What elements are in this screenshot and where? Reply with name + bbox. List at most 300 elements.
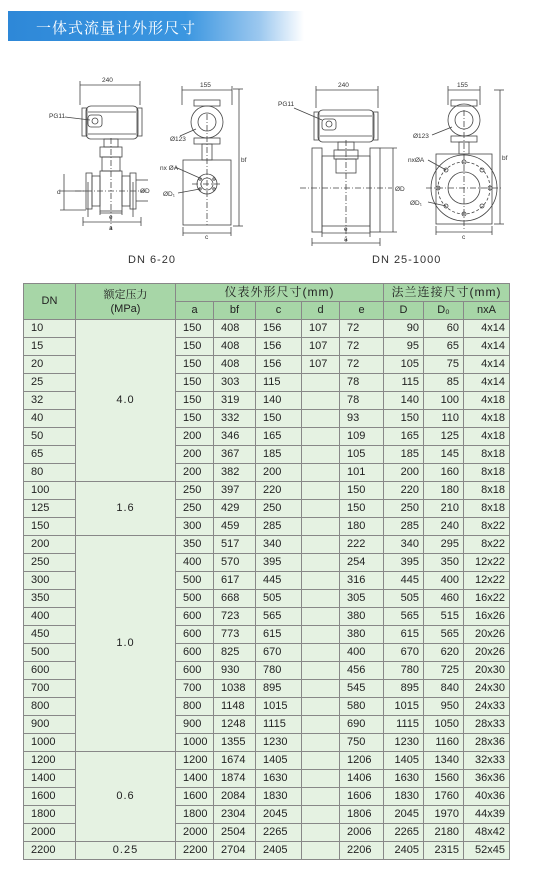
cell-value: 8x22 [464, 518, 510, 536]
cell-pressure: 4.0 [76, 320, 176, 482]
cell-value: 160 [424, 464, 464, 482]
cell-value: 305 [340, 590, 384, 608]
cell-value [302, 716, 340, 734]
cell-value: 316 [340, 572, 384, 590]
cell-value [302, 842, 340, 860]
cell-value: 500 [176, 590, 214, 608]
cell-value: 101 [340, 464, 384, 482]
cell-value: 565 [384, 608, 424, 626]
cell-value: 1160 [424, 734, 464, 752]
cell-value: 156 [256, 320, 302, 338]
cell-value: 4x14 [464, 374, 510, 392]
d2-d123: Ø123 [413, 133, 429, 140]
cell-dn: 500 [24, 644, 76, 662]
cell-dn: 200 [24, 536, 76, 554]
cell-value: 397 [214, 482, 256, 500]
cell-dn: 450 [24, 626, 76, 644]
cell-dn: 25 [24, 374, 76, 392]
cell-value: 2405 [384, 842, 424, 860]
cell-value: 2084 [214, 788, 256, 806]
cell-value: 2200 [176, 842, 214, 860]
cell-value: 1230 [384, 734, 424, 752]
cell-value: 565 [256, 608, 302, 626]
cell-value: 250 [176, 482, 214, 500]
cell-value: 367 [214, 446, 256, 464]
cell-pressure: 0.6 [76, 752, 176, 842]
d2-al: a [344, 236, 348, 243]
cell-value: 12x22 [464, 572, 510, 590]
d2-width-155: 155 [457, 82, 468, 89]
cell-value [302, 626, 340, 644]
cell-value: 456 [340, 662, 384, 680]
cell-value: 72 [340, 338, 384, 356]
cell-value [302, 518, 340, 536]
header-pressure-label: 额定压力 [103, 288, 148, 301]
cell-value: 150 [176, 356, 214, 374]
cell-value: 346 [214, 428, 256, 446]
cell-value: 1800 [176, 806, 214, 824]
cell-value: 285 [384, 518, 424, 536]
cell-value: 4x18 [464, 428, 510, 446]
cell-value: 445 [384, 572, 424, 590]
cell-value: 2206 [340, 842, 384, 860]
cell-value: 800 [176, 698, 214, 716]
cell-value: 1405 [384, 752, 424, 770]
cell-value: 150 [176, 410, 214, 428]
cell-value: 380 [340, 608, 384, 626]
d1-al: a [109, 225, 113, 232]
cell-value: 285 [256, 518, 302, 536]
cell-value: 185 [256, 446, 302, 464]
cell-value [302, 590, 340, 608]
cell-value: 895 [384, 680, 424, 698]
cell-value: 1206 [340, 752, 384, 770]
cell-value [302, 536, 340, 554]
cell-value [302, 410, 340, 428]
cell-value: 2045 [384, 806, 424, 824]
cell-value: 20x30 [464, 662, 510, 680]
d1-bf: bf [241, 157, 247, 164]
cell-dn: 80 [24, 464, 76, 482]
cell-value: 150 [176, 392, 214, 410]
cell-value: 319 [214, 392, 256, 410]
d2-el: e [344, 226, 348, 233]
cell-value: 4x14 [464, 320, 510, 338]
cell-value: 165 [384, 428, 424, 446]
cell-value: 1355 [214, 734, 256, 752]
cell-dn: 1800 [24, 806, 76, 824]
header-pressure [76, 284, 176, 320]
cell-value: 16x26 [464, 608, 510, 626]
cell-dn: 250 [24, 554, 76, 572]
cell-value [302, 482, 340, 500]
subheader-1: bf [214, 302, 256, 320]
subheader-3: d [302, 302, 340, 320]
cell-value [302, 428, 340, 446]
cell-value: 459 [214, 518, 256, 536]
cell-value: 2704 [214, 842, 256, 860]
cell-value: 1560 [424, 770, 464, 788]
cell-dn: 150 [24, 518, 76, 536]
cell-value: 615 [256, 626, 302, 644]
cell-value: 600 [176, 608, 214, 626]
cell-value: 295 [424, 536, 464, 554]
cell-value: 1830 [384, 788, 424, 806]
cell-value: 107 [302, 320, 340, 338]
d2-d1: ØD₁ [410, 200, 422, 207]
cell-value: 1806 [340, 806, 384, 824]
cell-value: 36x36 [464, 770, 510, 788]
table-row [24, 536, 510, 554]
cell-value: 1015 [256, 698, 302, 716]
cell-value: 78 [340, 392, 384, 410]
cell-value: 109 [340, 428, 384, 446]
cell-value: 825 [214, 644, 256, 662]
cell-value: 1340 [424, 752, 464, 770]
cell-value: 1630 [384, 770, 424, 788]
cell-value: 150 [256, 410, 302, 428]
cell-value: 240 [424, 518, 464, 536]
cell-value [302, 464, 340, 482]
drawing2-front-view [294, 86, 397, 246]
cell-value [302, 608, 340, 626]
cell-value: 620 [424, 644, 464, 662]
cell-value: 600 [176, 644, 214, 662]
cell-dn: 350 [24, 590, 76, 608]
cell-value: 180 [424, 482, 464, 500]
cell-value: 1230 [256, 734, 302, 752]
drawing1-side-view [175, 86, 243, 236]
cell-value: 125 [424, 428, 464, 446]
d2-nxa: nxØA [408, 157, 425, 164]
cell-value: 332 [214, 410, 256, 428]
cell-value: 395 [384, 554, 424, 572]
cell-value: 303 [214, 374, 256, 392]
cell-value: 185 [384, 446, 424, 464]
cell-value: 150 [340, 482, 384, 500]
d2-bf: bf [502, 155, 508, 162]
cell-value: 24x30 [464, 680, 510, 698]
cell-value: 1200 [176, 752, 214, 770]
cell-value: 250 [256, 500, 302, 518]
cell-pressure: 0.25 [76, 842, 176, 860]
cell-value: 150 [384, 410, 424, 428]
cell-value: 220 [256, 482, 302, 500]
cell-value [302, 554, 340, 572]
cell-dn: 400 [24, 608, 76, 626]
cell-value: 2405 [256, 842, 302, 860]
cell-value: 20x26 [464, 644, 510, 662]
subheader-5: D [384, 302, 424, 320]
cell-value: 200 [176, 428, 214, 446]
cell-pressure: 1.0 [76, 536, 176, 752]
subheader-2: c [256, 302, 302, 320]
cell-value: 140 [384, 392, 424, 410]
drawing2-caption: DN 25-1000 [372, 254, 442, 266]
subheader-0: a [176, 302, 214, 320]
cell-value: 2000 [176, 824, 214, 842]
cell-value: 340 [384, 536, 424, 554]
cell-value: 1674 [214, 752, 256, 770]
cell-value: 250 [384, 500, 424, 518]
cell-value: 400 [176, 554, 214, 572]
cell-value: 545 [340, 680, 384, 698]
cell-value: 670 [256, 644, 302, 662]
cell-value: 895 [256, 680, 302, 698]
table-row [24, 320, 510, 338]
cell-value [302, 824, 340, 842]
cell-value: 107 [302, 338, 340, 356]
cell-value: 350 [176, 536, 214, 554]
cell-value [302, 770, 340, 788]
cell-value: 4x18 [464, 410, 510, 428]
cell-value: 200 [384, 464, 424, 482]
cell-value: 16x22 [464, 590, 510, 608]
cell-value: 210 [424, 500, 464, 518]
cell-value: 1600 [176, 788, 214, 806]
cell-value: 400 [340, 644, 384, 662]
cell-value: 105 [340, 446, 384, 464]
cell-value: 1248 [214, 716, 256, 734]
cell-value: 107 [302, 356, 340, 374]
d1-nxa: nx ØA [160, 165, 179, 172]
cell-value: 570 [214, 554, 256, 572]
cell-value: 505 [384, 590, 424, 608]
cell-value: 505 [256, 590, 302, 608]
cell-value: 150 [176, 338, 214, 356]
table-header-row [24, 284, 510, 302]
cell-value: 100 [424, 392, 464, 410]
cell-value: 1050 [424, 716, 464, 734]
cell-value [302, 752, 340, 770]
cell-dn: 2000 [24, 824, 76, 842]
cell-value: 52x45 [464, 842, 510, 860]
cell-value: 220 [384, 482, 424, 500]
cell-value [302, 788, 340, 806]
subheader-6: D₀ [424, 302, 464, 320]
cell-dn: 20 [24, 356, 76, 374]
cell-value: 445 [256, 572, 302, 590]
cell-value: 617 [214, 572, 256, 590]
cell-value: 40x36 [464, 788, 510, 806]
cell-value: 8x18 [464, 482, 510, 500]
d2-cl: c [462, 234, 466, 241]
cell-dn: 1200 [24, 752, 76, 770]
cell-value: 340 [256, 536, 302, 554]
cell-value: 1970 [424, 806, 464, 824]
cell-value: 60 [424, 320, 464, 338]
cell-value: 668 [214, 590, 256, 608]
cell-value: 115 [256, 374, 302, 392]
cell-value: 156 [256, 356, 302, 374]
d1-el: e [109, 214, 113, 221]
cell-dn: 32 [24, 392, 76, 410]
cell-value: 250 [176, 500, 214, 518]
header-flange-dims: 法兰连接尺寸(mm) [384, 284, 510, 302]
cell-value: 670 [384, 644, 424, 662]
cell-value: 2504 [214, 824, 256, 842]
cell-value: 900 [176, 716, 214, 734]
cell-value: 515 [424, 608, 464, 626]
cell-value: 780 [384, 662, 424, 680]
cell-value: 254 [340, 554, 384, 572]
cell-dn: 700 [24, 680, 76, 698]
cell-value: 105 [384, 356, 424, 374]
cell-value: 165 [256, 428, 302, 446]
cell-value: 1760 [424, 788, 464, 806]
cell-value: 1874 [214, 770, 256, 788]
cell-value: 429 [214, 500, 256, 518]
cell-value: 600 [176, 626, 214, 644]
cell-dn: 40 [24, 410, 76, 428]
cell-value: 460 [424, 590, 464, 608]
table-row [24, 842, 510, 860]
cell-dn: 125 [24, 500, 76, 518]
cell-value: 8x18 [464, 446, 510, 464]
d1-width-240: 240 [102, 77, 113, 84]
cell-value: 780 [256, 662, 302, 680]
cell-value: 156 [256, 338, 302, 356]
cell-value: 580 [340, 698, 384, 716]
cell-value: 24x33 [464, 698, 510, 716]
dimension-drawings [0, 70, 533, 275]
cell-value: 78 [340, 374, 384, 392]
d1-d123: Ø123 [170, 136, 186, 143]
section-title: 一体式流量计外形尺寸 [36, 19, 197, 37]
d2-width-240: 240 [338, 82, 349, 89]
header-pressure-unit: (MPa) [110, 302, 141, 315]
cell-value: 90 [384, 320, 424, 338]
cell-value: 28x33 [464, 716, 510, 734]
cell-value: 350 [424, 554, 464, 572]
cell-dn: 50 [24, 428, 76, 446]
cell-pressure: 1.6 [76, 482, 176, 536]
cell-value: 723 [214, 608, 256, 626]
cell-value: 380 [340, 626, 384, 644]
header-dn: DN [24, 284, 76, 320]
cell-value: 400 [424, 572, 464, 590]
cell-value [302, 374, 340, 392]
cell-value: 1606 [340, 788, 384, 806]
cell-dn: 10 [24, 320, 76, 338]
cell-value: 2006 [340, 824, 384, 842]
table-row [24, 752, 510, 770]
d1-d1: ØD₁ [163, 191, 175, 198]
cell-value: 8x18 [464, 500, 510, 518]
cell-value: 1038 [214, 680, 256, 698]
cell-value: 8x18 [464, 464, 510, 482]
cell-value: 1015 [384, 698, 424, 716]
table-row [24, 482, 510, 500]
cell-value: 408 [214, 356, 256, 374]
cell-value: 1115 [256, 716, 302, 734]
cell-value: 85 [424, 374, 464, 392]
d1-d: ØD [140, 188, 150, 195]
cell-value: 4x14 [464, 338, 510, 356]
cell-value: 222 [340, 536, 384, 554]
cell-value [302, 662, 340, 680]
cell-value [302, 446, 340, 464]
cell-value: 2304 [214, 806, 256, 824]
section-header [8, 11, 304, 41]
cell-value: 690 [340, 716, 384, 734]
cell-value: 115 [384, 374, 424, 392]
d1-pg11: PG11 [49, 113, 66, 120]
cell-value: 65 [424, 338, 464, 356]
cell-value [302, 734, 340, 752]
cell-value: 1830 [256, 788, 302, 806]
cell-value: 95 [384, 338, 424, 356]
cell-value: 500 [176, 572, 214, 590]
cell-value: 2315 [424, 842, 464, 860]
cell-value: 75 [424, 356, 464, 374]
drawing2-side-view [426, 86, 504, 235]
cell-value: 8x22 [464, 536, 510, 554]
cell-value: 408 [214, 320, 256, 338]
cell-value: 725 [424, 662, 464, 680]
cell-value: 140 [256, 392, 302, 410]
cell-value: 395 [256, 554, 302, 572]
cell-value: 12x22 [464, 554, 510, 572]
cell-dn: 1400 [24, 770, 76, 788]
cell-value: 408 [214, 338, 256, 356]
cell-value: 20x26 [464, 626, 510, 644]
cell-value: 1115 [384, 716, 424, 734]
cell-value: 700 [176, 680, 214, 698]
cell-dn: 2200 [24, 842, 76, 860]
d1-width-155: 155 [200, 82, 211, 89]
cell-value: 600 [176, 662, 214, 680]
cell-value: 145 [424, 446, 464, 464]
d1-cl: c [205, 234, 209, 241]
cell-value: 28x36 [464, 734, 510, 752]
cell-value: 72 [340, 320, 384, 338]
drawing1-caption: DN 6-20 [128, 254, 176, 266]
cell-value: 44x39 [464, 806, 510, 824]
cell-value: 48x42 [464, 824, 510, 842]
d2-d: ØD [395, 186, 405, 193]
cell-dn: 1600 [24, 788, 76, 806]
cell-value: 32x33 [464, 752, 510, 770]
subheader-4: e [340, 302, 384, 320]
cell-value [302, 680, 340, 698]
d1-dl: d [57, 189, 61, 196]
cell-value: 93 [340, 410, 384, 428]
cell-value: 1406 [340, 770, 384, 788]
cell-value: 1400 [176, 770, 214, 788]
d2-pg11: PG11 [278, 101, 295, 108]
cell-value [302, 572, 340, 590]
cell-value: 300 [176, 518, 214, 536]
table-body [24, 320, 510, 860]
cell-value [302, 806, 340, 824]
cell-value: 4x14 [464, 356, 510, 374]
cell-value: 72 [340, 356, 384, 374]
cell-value [302, 392, 340, 410]
cell-dn: 600 [24, 662, 76, 680]
cell-value: 565 [424, 626, 464, 644]
cell-dn: 800 [24, 698, 76, 716]
cell-value: 150 [176, 320, 214, 338]
cell-value [302, 644, 340, 662]
cell-value: 200 [176, 464, 214, 482]
cell-dn: 300 [24, 572, 76, 590]
cell-dn: 65 [24, 446, 76, 464]
cell-value: 773 [214, 626, 256, 644]
cell-value: 110 [424, 410, 464, 428]
cell-value [302, 500, 340, 518]
cell-value: 1000 [176, 734, 214, 752]
